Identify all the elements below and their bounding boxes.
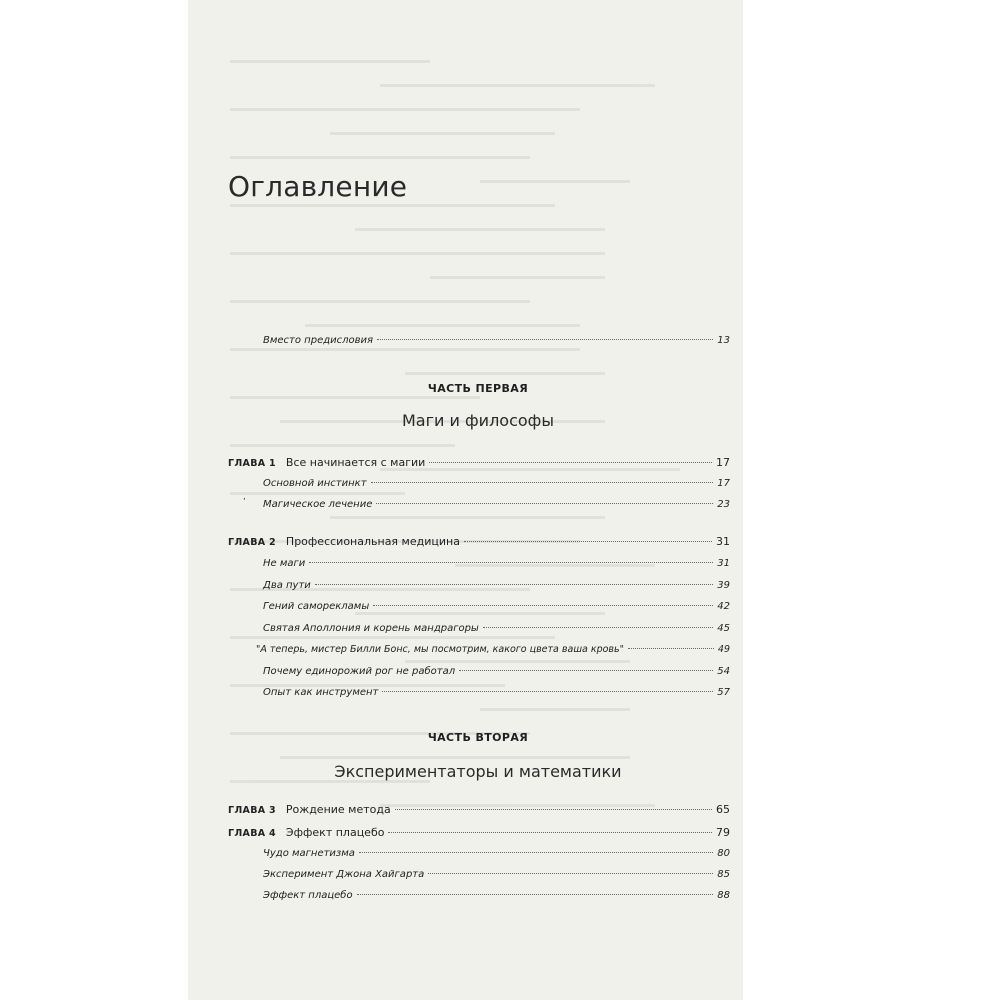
toc-section <box>263 666 730 682</box>
dot-leader <box>377 339 713 340</box>
toc-page-number: 23 <box>717 499 730 510</box>
chapter-number: ГЛАВА 4 <box>228 828 276 839</box>
toc-entry-label: Эксперимент Джона Хайгарта <box>263 869 425 880</box>
toc-section <box>263 623 730 639</box>
toc-entry-label: Магическое лечение <box>263 499 373 510</box>
toc-section <box>263 869 730 885</box>
toc-section <box>263 499 730 515</box>
toc-page-number: 49 <box>717 644 730 655</box>
dot-leader <box>359 852 713 853</box>
dot-leader <box>357 894 714 895</box>
toc-page-number: 31 <box>717 558 730 569</box>
toc-chapter-2 <box>228 535 730 551</box>
toc-section <box>263 580 730 596</box>
page-title: Оглавление <box>228 170 408 203</box>
chapter-number: ГЛАВА 2 <box>228 537 276 548</box>
toc-entry-preface <box>263 335 730 351</box>
toc-entry-label: Эффект плацебо <box>263 890 353 901</box>
toc-chapter-1 <box>228 456 730 472</box>
toc-entry-label: Гений саморекламы <box>263 601 370 612</box>
toc-page-number: 17 <box>716 456 730 469</box>
dot-leader <box>315 584 713 585</box>
dot-leader <box>373 605 713 606</box>
toc-entry-label: Опыт как инструмент <box>263 687 379 698</box>
toc-section <box>256 644 730 660</box>
toc-entry-label: Эффект плацебо <box>285 826 385 839</box>
toc-page-number: 17 <box>717 478 730 489</box>
dot-leader <box>388 832 712 833</box>
toc-page-number: 88 <box>717 890 730 901</box>
toc-page-number: 42 <box>717 601 730 612</box>
toc-entry-label: Профессиональная медицина <box>285 535 460 548</box>
dot-leader <box>395 809 712 810</box>
toc-entry-label: Два пути <box>263 580 311 591</box>
dot-leader <box>371 482 714 483</box>
chapter-number: ГЛАВА 3 <box>228 805 276 816</box>
dot-leader <box>464 541 712 542</box>
dot-leader <box>483 627 713 628</box>
part-title: Маги и философы <box>402 411 554 430</box>
part-label: ЧАСТЬ ПЕРВАЯ <box>427 382 529 395</box>
toc-entry-label: Почему единорожий рог не работал <box>263 666 456 677</box>
toc-entry-label: Святая Аполлония и корень мандрагоры <box>263 623 479 634</box>
toc-page-number: 80 <box>717 848 730 859</box>
dot-leader <box>628 648 714 649</box>
toc-page-number: 57 <box>717 687 730 698</box>
toc-chapter-4 <box>228 826 730 842</box>
toc-section <box>263 478 730 494</box>
toc-entry-label: Рождение метода <box>285 803 391 816</box>
toc-section <box>263 890 730 906</box>
toc-chapter-3 <box>228 803 730 819</box>
chapter-number: ГЛАВА 1 <box>228 458 276 469</box>
toc-entry-label: Не маги <box>263 558 306 569</box>
ink-speck: , <box>243 492 246 502</box>
dot-leader <box>428 873 713 874</box>
toc-page-number: 13 <box>717 335 730 346</box>
toc-page-number: 54 <box>717 666 730 677</box>
part-title: Экспериментаторы и математики <box>334 762 622 781</box>
dot-leader <box>309 562 713 563</box>
dot-leader <box>429 462 712 463</box>
toc-entry-label: Вместо предисловия <box>263 335 374 346</box>
toc-page-number: 31 <box>716 535 730 548</box>
toc-entry-label: Все начинается с магии <box>285 456 426 469</box>
toc-section <box>263 601 730 617</box>
toc-entry-label: Основной инстинкт <box>263 478 367 489</box>
toc-section <box>263 687 730 703</box>
toc-page-number: 79 <box>716 826 730 839</box>
toc-section <box>263 558 730 574</box>
toc-page-number: 85 <box>717 869 730 880</box>
toc-entry-label: "А теперь, мистер Билли Бонс, мы посмотрим, какого цвета ваша кровь" <box>256 644 624 655</box>
dot-leader <box>376 503 713 504</box>
part-label: ЧАСТЬ ВТОРАЯ <box>427 731 529 744</box>
toc-section <box>263 848 730 864</box>
dot-leader <box>382 691 713 692</box>
toc-page-number: 45 <box>717 623 730 634</box>
toc-page-number: 65 <box>716 803 730 816</box>
toc-entry-label: Чудо магнетизма <box>263 848 355 859</box>
toc-page-number: 39 <box>717 580 730 591</box>
dot-leader <box>459 670 713 671</box>
